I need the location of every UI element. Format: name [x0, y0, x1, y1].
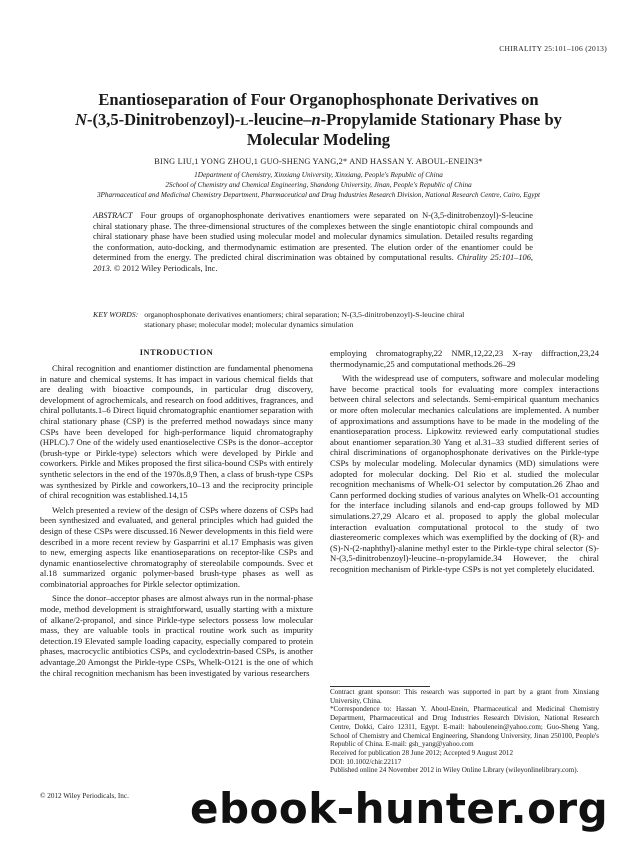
footnotes — [330, 688, 599, 775]
keywords-label: KEY WORDS: — [93, 310, 139, 319]
section-heading-introduction: INTRODUCTION — [139, 348, 214, 357]
abstract — [93, 211, 533, 275]
journal-header: CHIRALITY 25:101–106 (2013) — [499, 44, 607, 53]
intro-paragraph-1: Chiral recognition and enantiomer distinction are fundamental phenomena in nature and chemical systems. It has impact in various chemical fields that are dealing with bioactive compounds, in particular drug discovery, development of agrochemicals, and research on food additives, fragrances, and chiral pollutants.1–6 Direct liquid chromatographic enantiomer separation with chiral stationary phase (CSP) is the preferred method nowadays since many CSPs have been developed for high-performance liquid chromatography (HPLC).7 One of the widely used enantioselective CSPs is the donor–acceptor (brush-type or Pirkle-type) selectors which were developed by Pirkle and coworkers. Pirkle and Mikes proposed the first silica-bound CSPs with entirely synthetic selectors in the end of the 1970s.8,9 Then, a class of brush-type CSPs was synthesized by Pirkle and coworkers,10–13 and the reciprocity principle of chiral recognition was established.14,15 — [40, 363, 313, 501]
affiliation-3: 3Pharmaceutical and Medicinal Chemistry Department, Pharmaceutical and Drug Industries Research Division, National Research Centre, Cairo, Egypt — [96, 191, 541, 199]
paper-title — [40, 90, 597, 150]
footnote-divider — [330, 686, 430, 687]
bottom-copyright: © 2012 Wiley Periodicals, Inc. — [40, 792, 129, 800]
footnote-doi: DOI: 10.1002/chir.22117 — [330, 757, 402, 766]
abstract-text: Four groups of organophosphonate derivatives enantiomers were separated on N-(3,5-dinitrobenzoyl)-S-leucine chiral stationary phase. The three-dimensional structures of the complexes between the single enantiotopic chiral compounds and chiral stationary phase have been studied using molecular model and molecular dynamics simulation. Detailed results regarding the conformation, auto-docking, and thermodynamic estimation are presented. The elution order of the enantiomer could be determined from the energy. The predicted chiral discrimination was obtained by computational results. — [93, 211, 533, 263]
title-line-1: Enantioseparation of Four Organophosphonate Derivatives on — [98, 90, 539, 109]
abstract-copyright: © 2012 Wiley Periodicals, Inc. — [113, 263, 218, 273]
footnote-received: Received for publication 28 June 2012; Accepted 9 August 2012 — [330, 748, 514, 757]
abstract-label: ABSTRACT — [93, 211, 133, 220]
keywords — [93, 310, 533, 330]
title-line-3: Molecular Modeling — [246, 130, 391, 149]
footnote-published: Published online 24 November 2012 in Wiley Online Library (wileyonlinelibrary.com). — [330, 766, 579, 775]
abstract-citation: Chirality 25:101–106, 2013. — [93, 253, 533, 273]
right-column — [330, 348, 599, 574]
title-line-2: N-(3,5-Dinitrobenzoyl)-l-leucine–n-Propylamide Stationary Phase by — [75, 110, 562, 129]
left-column — [40, 363, 313, 678]
footnote-grant: Contract grant sponsor: This research was supported in part by a grant from Xinxiang University, China. — [330, 688, 599, 705]
intro-paragraph-2: Welch presented a review of the design of CSPs where dozens of CSPs had been synthesized and evaluated, and general principles which had guided the design of these CSPs were discussed.16 Newer developments in this field were described in a more recent review by Gasparrini et al.17 Emphasis was given to new, emerging aspects like enantioseparations on receptor-like CSPs and dynamic enantioselective chromatography of stereolabile compounds. Svec et al.18 summarized organic polymer-based brush-type phases as well as combinatorial approaches for Pirkle selector optimization. — [40, 504, 313, 589]
footnote-correspondence: *Correspondence to: Hassan Y. Aboul-Enein, Pharmaceutical and Medicinal Chemistry Department, Pharmaceutical and Drug Industries Research Division, National Research Centre, Dokki, Cairo 12311, Egypt. E-mail: haboulenein@yahoo.com; Guo-Sheng Yang, School of Chemistry and Chemical Engineering, Shandong University, Jinan 250100, People's Republic of China. E-mail: gsh_yang@yahoo.com — [330, 705, 599, 749]
intro-paragraph-3: Since the donor–acceptor phases are almost always run in the normal-phase mode, method development is straightforward, usually starting with a mixture of alkane/2-propanol, and since Pirkle-type selectors possess low molecular mass, they are valuable tools in practical routine work such as impurity detection.19 Elevated sample loading capacity, especially compared to protein phases, macrocyclic antibiotics CSPs, and cyclodextrin-based CSPs, is another advantage.20 Amongst the Pirkle-type CSPs, Whelk-O121 is the one of which the chiral recognition mechanism has been investigated by various researchers — [40, 593, 313, 678]
affiliation-2: 2School of Chemistry and Chemical Engineering, Shandong University, Jinan, People's Republic of China — [165, 181, 472, 189]
intro-paragraph-4: With the widespread use of computers, software and molecular modeling have become practical tools for evaluating more complex interactions between chiral selectors and selectands. Semi-empirical quantum mechanics or more often molecular mechanics calculations are implemented. A number of approximations and assumptions have to be made in the modeling of the enantioseparation process. Lipkowitz reviewed early computational studies about enantiomer separation.30 Yang et al.31–33 studied different series of chiral discriminations of organophosphonate derivatives on the Pirkle-type CSPs by molecular modeling. Molecular dynamics (MD) simulations were adopted for molecular docking. Del Rio et al. studied the molecular recognition mechanisms of Whelk-O1 selector by computation.26 Zhao and Cann performed docking studies of various analytes on Whelk-O1 accounting for the interface including silanols and end-cap groups followed by MD simulations.27,29 Alcaro et al. proposed to apply the global molecular interaction evaluation computational protocol to the study of two diastereomeric complexes which was exemplified by the docking of (R)- and (S)-N-(2-naphthyl)-alanine methyl ester to the Pirkle-type chiral selector (S)-N-(3,5-dinitrobenzoyl)-leucine–n-propylamide.34 However, the chiral recognition mechanism of Pirkle-type CSPs is not yet completely elucidated. — [330, 373, 599, 574]
intro-paragraph-3-cont: employing chromatography,22 NMR,12,22,23 X-ray diffraction,23,24 thermodynamic,25 and computational methods.26–29 — [330, 348, 599, 369]
watermark-text: ebook-hunter.org — [190, 784, 609, 833]
author-list: BING LIU,1 YONG ZHOU,1 GUO-SHENG YANG,2* AND HASSAN Y. ABOUL-ENEIN3* — [154, 157, 483, 166]
keywords-text: organophosphonate derivatives enantiomers; chiral separation; N-(3,5-dinitrobenzoyl)-S-leucine chiral stationary phase; molecular model; molecular dynamics simulation — [144, 310, 465, 329]
affiliation-1: 1Department of Chemistry, Xinxiang University, Xinxiang, People's Republic of China — [194, 171, 443, 179]
